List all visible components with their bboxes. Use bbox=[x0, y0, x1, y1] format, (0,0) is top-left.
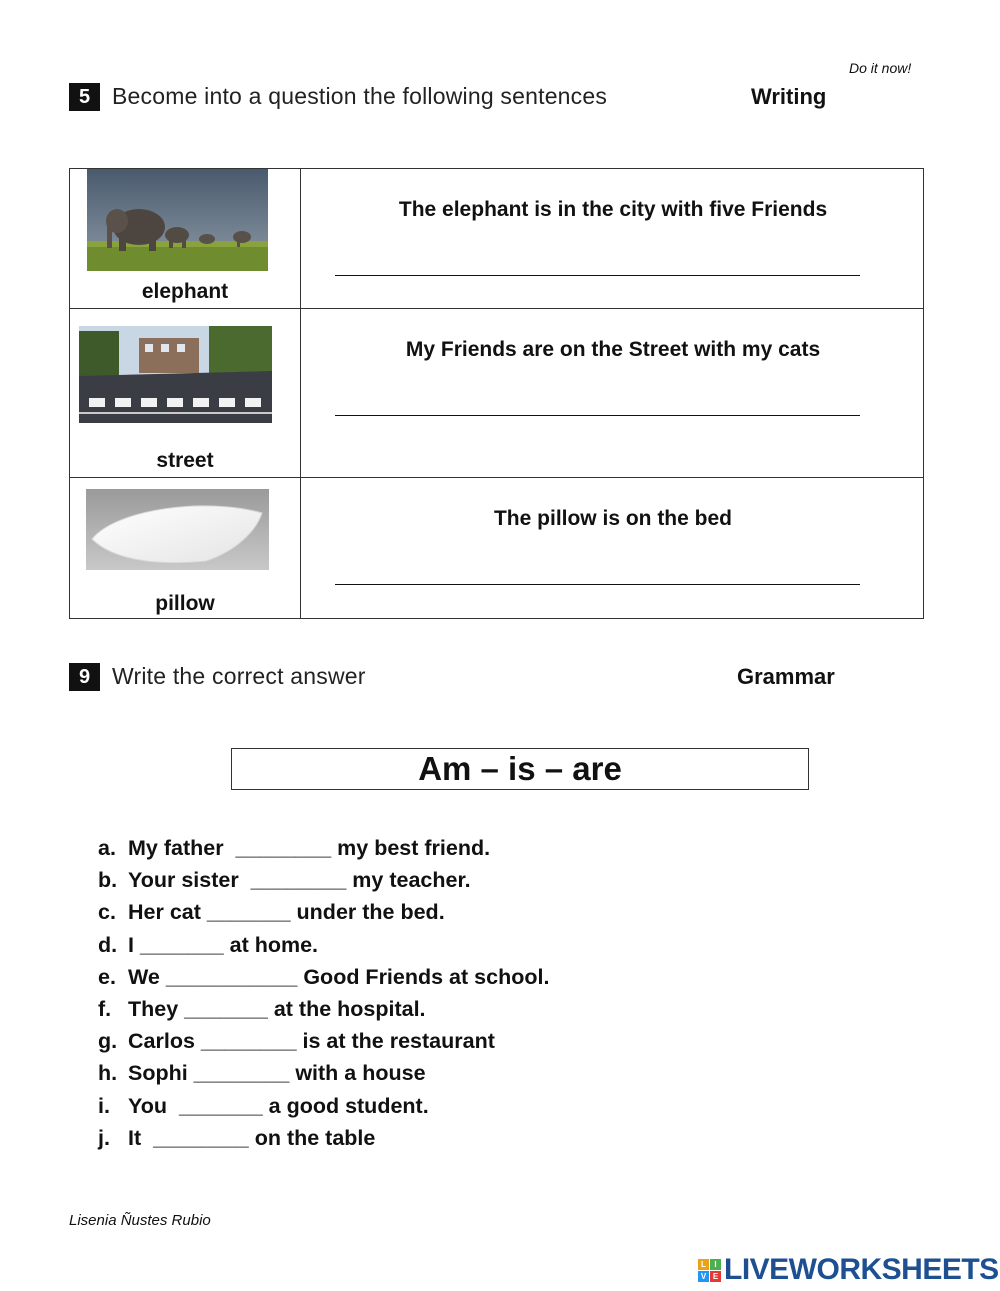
image-caption: elephant bbox=[141, 280, 229, 303]
item-letter: j. bbox=[98, 1125, 110, 1150]
table-row bbox=[70, 169, 924, 309]
item-letter: i. bbox=[98, 1093, 110, 1118]
item-text[interactable]: My father ________ my best friend. bbox=[128, 836, 491, 860]
sentence-cell bbox=[301, 169, 924, 309]
list-item bbox=[98, 832, 549, 864]
answer-line[interactable] bbox=[335, 415, 860, 416]
list-item bbox=[98, 1025, 549, 1057]
section-5-title: Become into a question the following sentences bbox=[112, 83, 608, 109]
image-cell bbox=[70, 169, 301, 309]
list-item bbox=[98, 961, 549, 993]
word-box: Am – is – are bbox=[231, 748, 809, 790]
logo-grid-icon bbox=[698, 1259, 721, 1282]
logo-letter: V bbox=[698, 1271, 709, 1282]
table-row bbox=[70, 478, 924, 619]
image-caption: street bbox=[156, 449, 214, 472]
image-caption: pillow bbox=[155, 592, 215, 615]
section-5-skill: Writing bbox=[751, 84, 827, 109]
item-text[interactable]: Her cat _______ under the bed. bbox=[128, 900, 445, 925]
street-photo bbox=[79, 326, 272, 423]
brand-name: LIVEWORKSHEETS bbox=[724, 1253, 999, 1286]
answer-line[interactable] bbox=[335, 275, 860, 276]
list-item bbox=[98, 993, 549, 1025]
item-text[interactable]: Carlos ________ is at the restaurant bbox=[128, 1029, 495, 1054]
author-name: Lisenia Ñustes Rubio bbox=[69, 1212, 211, 1229]
section-9-title: Write the correct answer bbox=[112, 663, 366, 689]
logo-letter: E bbox=[710, 1271, 721, 1282]
item-text[interactable]: We ___________ Good Friends at school. bbox=[128, 964, 550, 989]
item-text[interactable]: You _______ a good student. bbox=[128, 1093, 429, 1118]
item-letter: g. bbox=[98, 1029, 118, 1054]
item-letter: b. bbox=[98, 868, 118, 893]
item-letter: h. bbox=[98, 1061, 118, 1086]
section-number-9: 9 bbox=[69, 663, 100, 691]
answer-line[interactable] bbox=[335, 584, 860, 585]
item-text[interactable]: It ________ on the table bbox=[128, 1125, 376, 1150]
item-letter: c. bbox=[98, 900, 116, 925]
item-letter: f. bbox=[98, 996, 112, 1021]
logo-letter: L bbox=[698, 1259, 709, 1270]
image-cell bbox=[70, 309, 301, 478]
image-cell bbox=[70, 478, 301, 619]
section-9-skill: Grammar bbox=[737, 664, 835, 689]
section-number-5: 5 bbox=[69, 83, 100, 111]
list-item bbox=[98, 896, 549, 928]
list-item bbox=[98, 1122, 549, 1154]
question-table bbox=[69, 168, 924, 619]
item-letter: a. bbox=[98, 836, 116, 860]
list-item bbox=[98, 929, 549, 961]
item-text[interactable]: Sophi ________ with a house bbox=[128, 1061, 426, 1086]
logo-letter: I bbox=[710, 1259, 721, 1270]
list-item bbox=[98, 864, 549, 896]
item-text[interactable]: They _______ at the hospital. bbox=[128, 996, 426, 1021]
list-item bbox=[98, 1057, 549, 1089]
sentence-cell bbox=[301, 309, 924, 478]
liveworksheets-logo[interactable] bbox=[698, 1253, 999, 1287]
list-item bbox=[98, 1090, 549, 1122]
item-text[interactable]: Your sister ________ my teacher. bbox=[128, 868, 471, 893]
do-it-now-note: Do it now! bbox=[849, 60, 912, 76]
sentence-cell bbox=[301, 478, 924, 619]
pillow-photo bbox=[86, 489, 269, 570]
item-letter: d. bbox=[98, 932, 118, 957]
sentence-text: The elephant is in the city with five Friends bbox=[398, 198, 828, 221]
elephant-photo bbox=[87, 169, 268, 271]
sentence-text: My Friends are on the Street with my cats bbox=[405, 338, 821, 361]
sentence-text: The pillow is on the bed bbox=[493, 507, 732, 530]
item-text[interactable]: I _______ at home. bbox=[128, 932, 319, 957]
item-letter: e. bbox=[98, 964, 116, 989]
table-row bbox=[70, 309, 924, 478]
exercise-list bbox=[98, 832, 549, 1154]
